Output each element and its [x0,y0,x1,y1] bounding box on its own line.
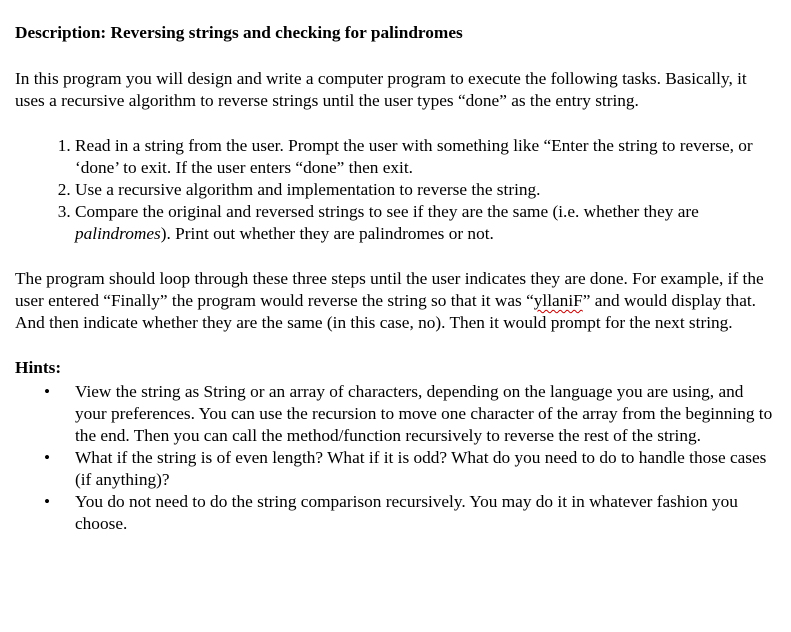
step-item: 1. Read in a string from the user. Prompt the user with something like “Enter the string to reverse, or ‘done’ to exit. If the user enters “done” then exit. [75,135,779,179]
intro-paragraph: In this program you will design and write a computer program to execute the following tasks. Basically, it uses a recursive algorithm to reverse strings until the user types “done” as the entry string. [15,69,747,110]
spellcheck-flagged-word: yllaniF [533,291,583,310]
palindromes-emphasis: palindromes [75,224,161,243]
step-item: 2. Use a recursive algorithm and implementation to reverse the string. [75,179,779,201]
page-title: Description: Reversing strings and checking for palindromes [15,23,463,42]
step-text: Compare the original and reversed strings to see if they are the same (i.e. whether they are [75,202,699,221]
step-text: ). Print out whether they are palindromes or not. [160,224,494,243]
hint-item: • You do not need to do the string comparison recursively. You may do it in whatever fashion you choose. [75,491,779,535]
hint-item: • View the string as String or an array of characters, depending on the language you are using, and your preferences. You can use the recursion to move one character of the array from the beginning to the end. Then you can call the method/function recursively to reverse the rest of the string. [75,381,779,447]
step-item [75,201,779,245]
task-steps-list [15,135,779,245]
summary-text: ” and would display that. And then indicate whether they are the same (in this case, no). Then it would prompt for the next string. [15,291,756,332]
hints-list [15,381,779,535]
hint-item: • What if the string is of even length? What if it is odd? What do you need to do to handle those cases (if anything)? [75,447,779,491]
summary-paragraph [15,268,779,334]
hints-heading: Hints: [15,358,62,377]
summary-text: The program should loop through these three steps until the user indicates they are done. For example, if the user entered “Finally” the program would reverse the string so that it was “ [15,269,764,310]
